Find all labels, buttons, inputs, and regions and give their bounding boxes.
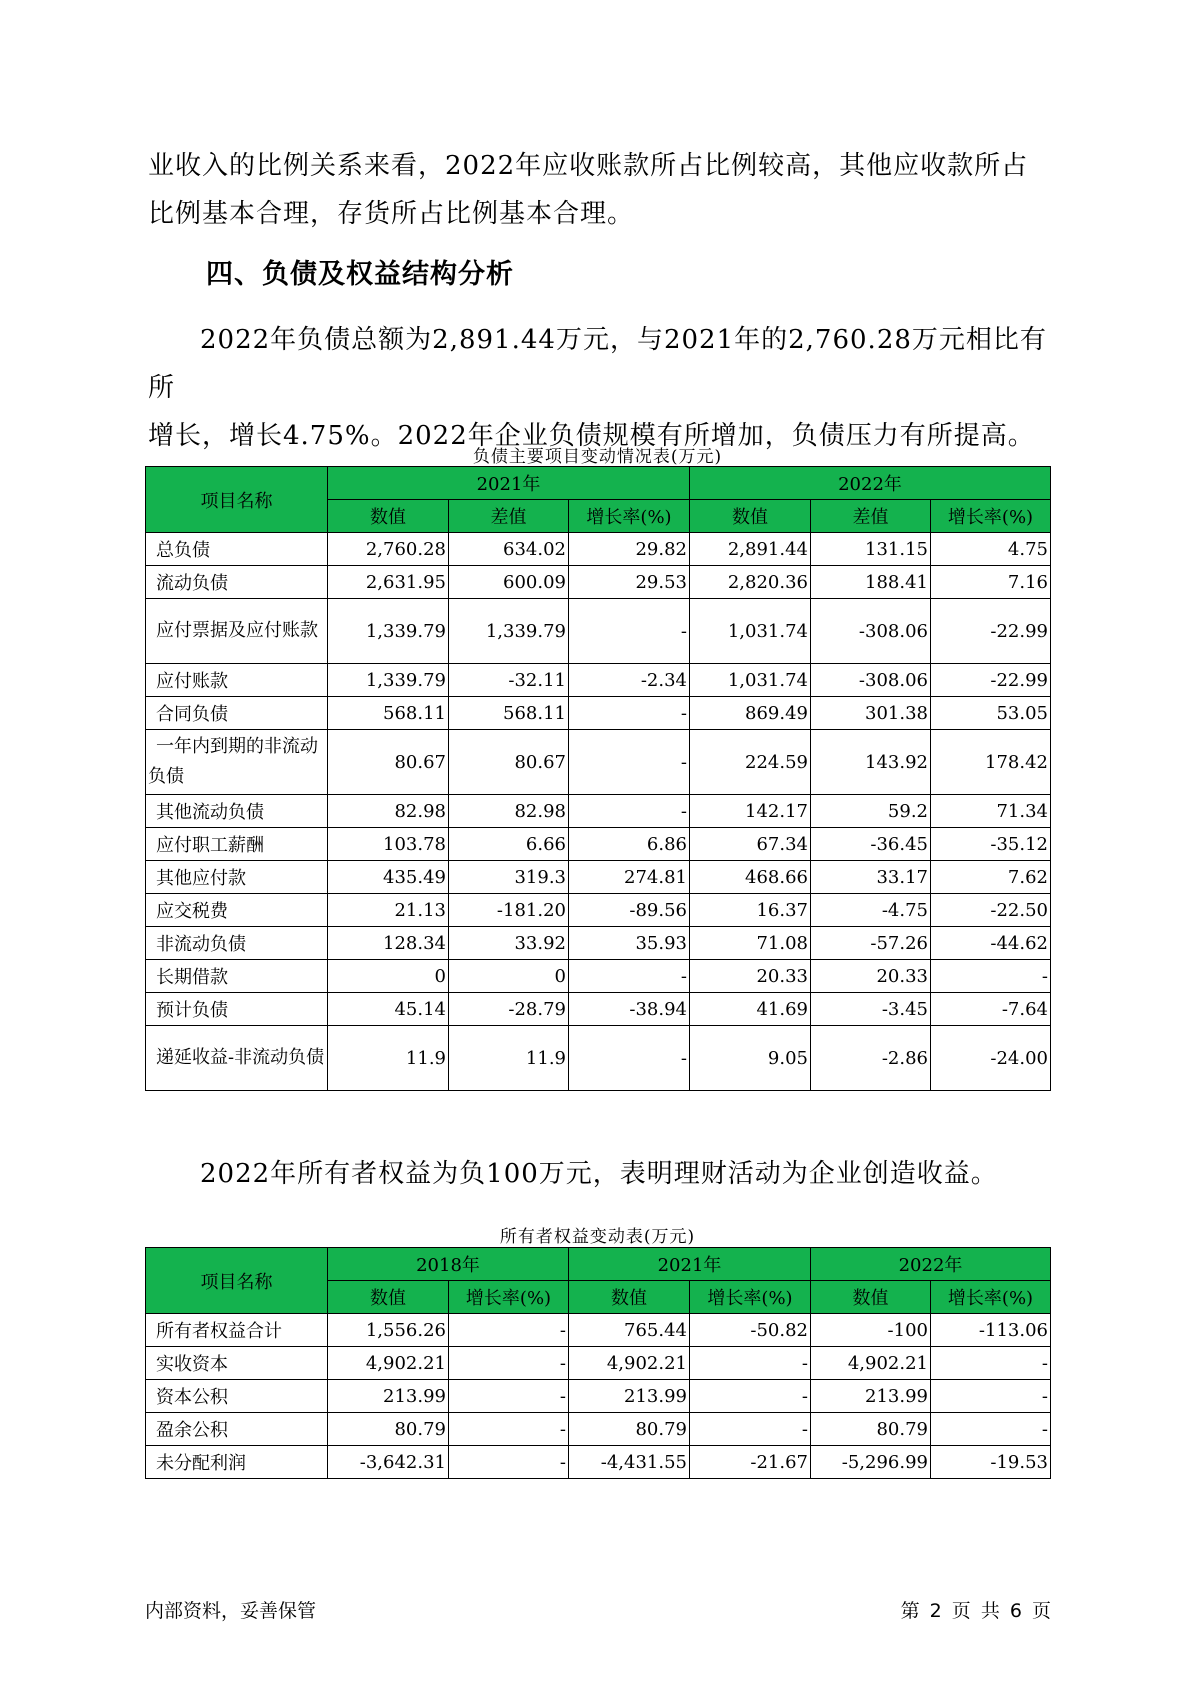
column-header-value: 数值 [328,500,449,533]
table-row [146,960,1051,993]
column-header-value: 数值 [690,500,811,533]
liability-line-1: 2022年负债总额为2,891.44万元，与2021年的2,760.28万元相比有所 [148,325,1047,403]
cell-v2018: 213.99 [328,1380,449,1413]
table-row [146,894,1051,927]
table-row [146,697,1051,730]
cell-v2021: 435.49 [328,861,449,894]
cell-g2021: - [690,1347,811,1380]
cell-v2021: 82.98 [328,795,449,828]
cell-d2021: 33.92 [449,927,569,960]
cell-v2018: 4,902.21 [328,1347,449,1380]
cell-d2022: -4.75 [811,894,931,927]
column-header-value: 数值 [569,1281,690,1314]
table-row [146,599,1051,664]
cell-g2022: -35.12 [931,828,1051,861]
section-heading: 四、负债及权益结构分析 [206,259,514,290]
cell-g2021: - [569,730,690,795]
cell-d2022: -308.06 [811,599,931,664]
cell-v2021: 1,339.79 [328,664,449,697]
cell-g2022: -19.53 [931,1446,1051,1479]
cell-g2022: -113.06 [931,1314,1051,1347]
row-item-name: 应付票据及应付账款 [146,599,328,664]
table-row [146,533,1051,566]
cell-v2021: 2,760.28 [328,533,449,566]
cell-g2018: - [449,1446,569,1479]
cell-v2021: 0 [328,960,449,993]
cell-d2022: 301.38 [811,697,931,730]
cell-d2021: 600.09 [449,566,569,599]
cell-v2022: 468.66 [690,861,811,894]
row-item-name: 实收资本 [146,1347,328,1380]
table-row [146,828,1051,861]
cell-g2021: - [569,697,690,730]
cell-v2022: 16.37 [690,894,811,927]
liability-table-body [146,533,1051,1091]
cell-v2022: -5,296.99 [811,1446,931,1479]
liability-line-2: 增长，增长4.75%。2022年企业负债规模有所增加，负债压力有所提高。 [148,421,1035,451]
cell-v2022: 67.34 [690,828,811,861]
year-header-2021: 2021年 [328,467,690,500]
cell-d2021: 80.67 [449,730,569,795]
cell-g2021: 6.86 [569,828,690,861]
cell-g2021: -50.82 [690,1314,811,1347]
cell-g2021: 274.81 [569,861,690,894]
year-header-2022: 2022年 [811,1248,1051,1281]
footer-confidential-note: 内部资料，妥善保管 [145,1600,317,1622]
cell-v2022: 9.05 [690,1026,811,1091]
cell-v2022: 2,820.36 [690,566,811,599]
cell-d2022: -308.06 [811,664,931,697]
cell-g2022: -22.50 [931,894,1051,927]
cell-v2022: 1,031.74 [690,599,811,664]
table-row [146,861,1051,894]
table-row [146,566,1051,599]
cell-g2021: 29.53 [569,566,690,599]
cell-g2022: 71.34 [931,795,1051,828]
cell-g2021: - [569,795,690,828]
cell-v2021: 765.44 [569,1314,690,1347]
year-header-2021: 2021年 [569,1248,811,1281]
cell-g2022: -22.99 [931,599,1051,664]
column-header-growth-rate: 增长率(%) [569,500,690,533]
cell-d2021: 11.9 [449,1026,569,1091]
cell-d2021: 0 [449,960,569,993]
cell-g2022: -44.62 [931,927,1051,960]
cell-d2021: 6.66 [449,828,569,861]
column-header-growth-rate: 增长率(%) [449,1281,569,1314]
table-row [146,1026,1051,1091]
cell-v2022: 71.08 [690,927,811,960]
row-item-name: 资本公积 [146,1380,328,1413]
column-header-difference: 差值 [449,500,569,533]
item-name-header: 项目名称 [146,467,328,533]
cell-g2022: 7.16 [931,566,1051,599]
table-row [146,730,1051,795]
year-header-2022: 2022年 [690,467,1051,500]
cell-d2021: -32.11 [449,664,569,697]
cell-g2018: - [449,1380,569,1413]
cell-d2022: -2.86 [811,1026,931,1091]
row-item-name: 未分配利润 [146,1446,328,1479]
cell-v2022: -100 [811,1314,931,1347]
cell-v2021: 213.99 [569,1380,690,1413]
column-header-growth-rate: 增长率(%) [690,1281,811,1314]
row-item-name: 合同负债 [146,697,328,730]
item-name-header: 项目名称 [146,1248,328,1314]
row-item-name: 应付职工薪酬 [146,828,328,861]
cell-v2022: 41.69 [690,993,811,1026]
cell-v2022: 213.99 [811,1380,931,1413]
cell-g2022: -24.00 [931,1026,1051,1091]
cell-g2022: - [931,1347,1051,1380]
equity-table-body [146,1314,1051,1479]
cell-v2021: 11.9 [328,1026,449,1091]
liability-table-caption: 负债主要项目变动情况表(万元) [472,447,723,467]
cell-g2022: 178.42 [931,730,1051,795]
cell-v2022: 80.79 [811,1413,931,1446]
table-row [146,1446,1051,1479]
row-item-name: 流动负债 [146,566,328,599]
table-row [146,1314,1051,1347]
cell-d2021: 634.02 [449,533,569,566]
cell-v2021: -4,431.55 [569,1446,690,1479]
cell-d2021: 319.3 [449,861,569,894]
cell-v2021: 45.14 [328,993,449,1026]
row-item-name: 盈余公积 [146,1413,328,1446]
footer-page-number: 第 2 页 共 6 页 [900,1600,1051,1622]
intro-line-2: 比例基本合理，存货所占比例基本合理。 [148,199,635,229]
cell-g2022: - [931,960,1051,993]
cell-g2021: - [569,960,690,993]
cell-g2021: - [690,1413,811,1446]
cell-v2021: 1,339.79 [328,599,449,664]
intro-line-1: 业收入的比例关系来看，2022年应收账款所占比例较高，其他应收款所占 [148,151,1029,181]
intro-paragraph [148,142,1048,238]
cell-v2022: 1,031.74 [690,664,811,697]
row-item-name: 长期借款 [146,960,328,993]
cell-d2022: -57.26 [811,927,931,960]
cell-d2022: 33.17 [811,861,931,894]
cell-g2021: - [690,1380,811,1413]
cell-g2022: - [931,1413,1051,1446]
cell-v2021: 80.67 [328,730,449,795]
cell-g2021: - [569,599,690,664]
equity-table [145,1247,1051,1479]
cell-g2022: 4.75 [931,533,1051,566]
cell-d2021: 568.11 [449,697,569,730]
cell-d2022: -3.45 [811,993,931,1026]
row-item-name: 预计负债 [146,993,328,1026]
cell-g2021: -89.56 [569,894,690,927]
table-row [146,795,1051,828]
cell-d2021: 82.98 [449,795,569,828]
cell-d2022: 20.33 [811,960,931,993]
cell-v2021: 103.78 [328,828,449,861]
cell-v2021: 21.13 [328,894,449,927]
cell-g2022: - [931,1380,1051,1413]
column-header-value: 数值 [328,1281,449,1314]
cell-v2022: 224.59 [690,730,811,795]
cell-v2022: 2,891.44 [690,533,811,566]
cell-d2022: 143.92 [811,730,931,795]
row-item-name: 一年内到期的非流动负债 [146,730,328,795]
cell-v2021: 568.11 [328,697,449,730]
liability-table [145,466,1051,1091]
cell-d2022: 131.15 [811,533,931,566]
cell-g2022: -22.99 [931,664,1051,697]
cell-g2018: - [449,1347,569,1380]
row-item-name: 总负债 [146,533,328,566]
row-item-name: 所有者权益合计 [146,1314,328,1347]
column-header-difference: 差值 [811,500,931,533]
cell-v2022: 142.17 [690,795,811,828]
cell-v2022: 4,902.21 [811,1347,931,1380]
table-row [146,664,1051,697]
cell-v2021: 128.34 [328,927,449,960]
cell-g2022: 53.05 [931,697,1051,730]
cell-v2022: 20.33 [690,960,811,993]
cell-g2021: 29.82 [569,533,690,566]
row-item-name: 非流动负债 [146,927,328,960]
cell-g2022: 7.62 [931,861,1051,894]
equity-paragraph: 2022年所有者权益为负100万元，表明理财活动为企业创造收益。 [200,1159,998,1189]
cell-v2018: -3,642.31 [328,1446,449,1479]
cell-d2021: -28.79 [449,993,569,1026]
liability-paragraph [148,316,1048,460]
cell-d2022: -36.45 [811,828,931,861]
row-item-name: 其他流动负债 [146,795,328,828]
table-row [146,993,1051,1026]
row-item-name: 递延收益-非流动负债 [146,1026,328,1091]
column-header-value: 数值 [811,1281,931,1314]
cell-g2021: -2.34 [569,664,690,697]
year-header-2018: 2018年 [328,1248,569,1281]
table-row [146,1380,1051,1413]
cell-g2021: -38.94 [569,993,690,1026]
row-item-name: 应付账款 [146,664,328,697]
cell-v2018: 1,556.26 [328,1314,449,1347]
cell-v2021: 4,902.21 [569,1347,690,1380]
cell-v2021: 80.79 [569,1413,690,1446]
row-item-name: 其他应付款 [146,861,328,894]
cell-g2018: - [449,1413,569,1446]
cell-g2021: 35.93 [569,927,690,960]
column-header-growth-rate: 增长率(%) [931,500,1051,533]
cell-d2021: -181.20 [449,894,569,927]
cell-g2021: - [569,1026,690,1091]
cell-v2018: 80.79 [328,1413,449,1446]
cell-g2021: -21.67 [690,1446,811,1479]
table-row [146,927,1051,960]
cell-v2021: 2,631.95 [328,566,449,599]
cell-g2022: -7.64 [931,993,1051,1026]
cell-d2021: 1,339.79 [449,599,569,664]
column-header-growth-rate: 增长率(%) [931,1281,1051,1314]
cell-d2022: 59.2 [811,795,931,828]
equity-table-caption: 所有者权益变动表(万元) [499,1227,696,1247]
table-row [146,1413,1051,1446]
cell-g2018: - [449,1314,569,1347]
cell-d2022: 188.41 [811,566,931,599]
table-row [146,1347,1051,1380]
cell-v2022: 869.49 [690,697,811,730]
row-item-name: 应交税费 [146,894,328,927]
